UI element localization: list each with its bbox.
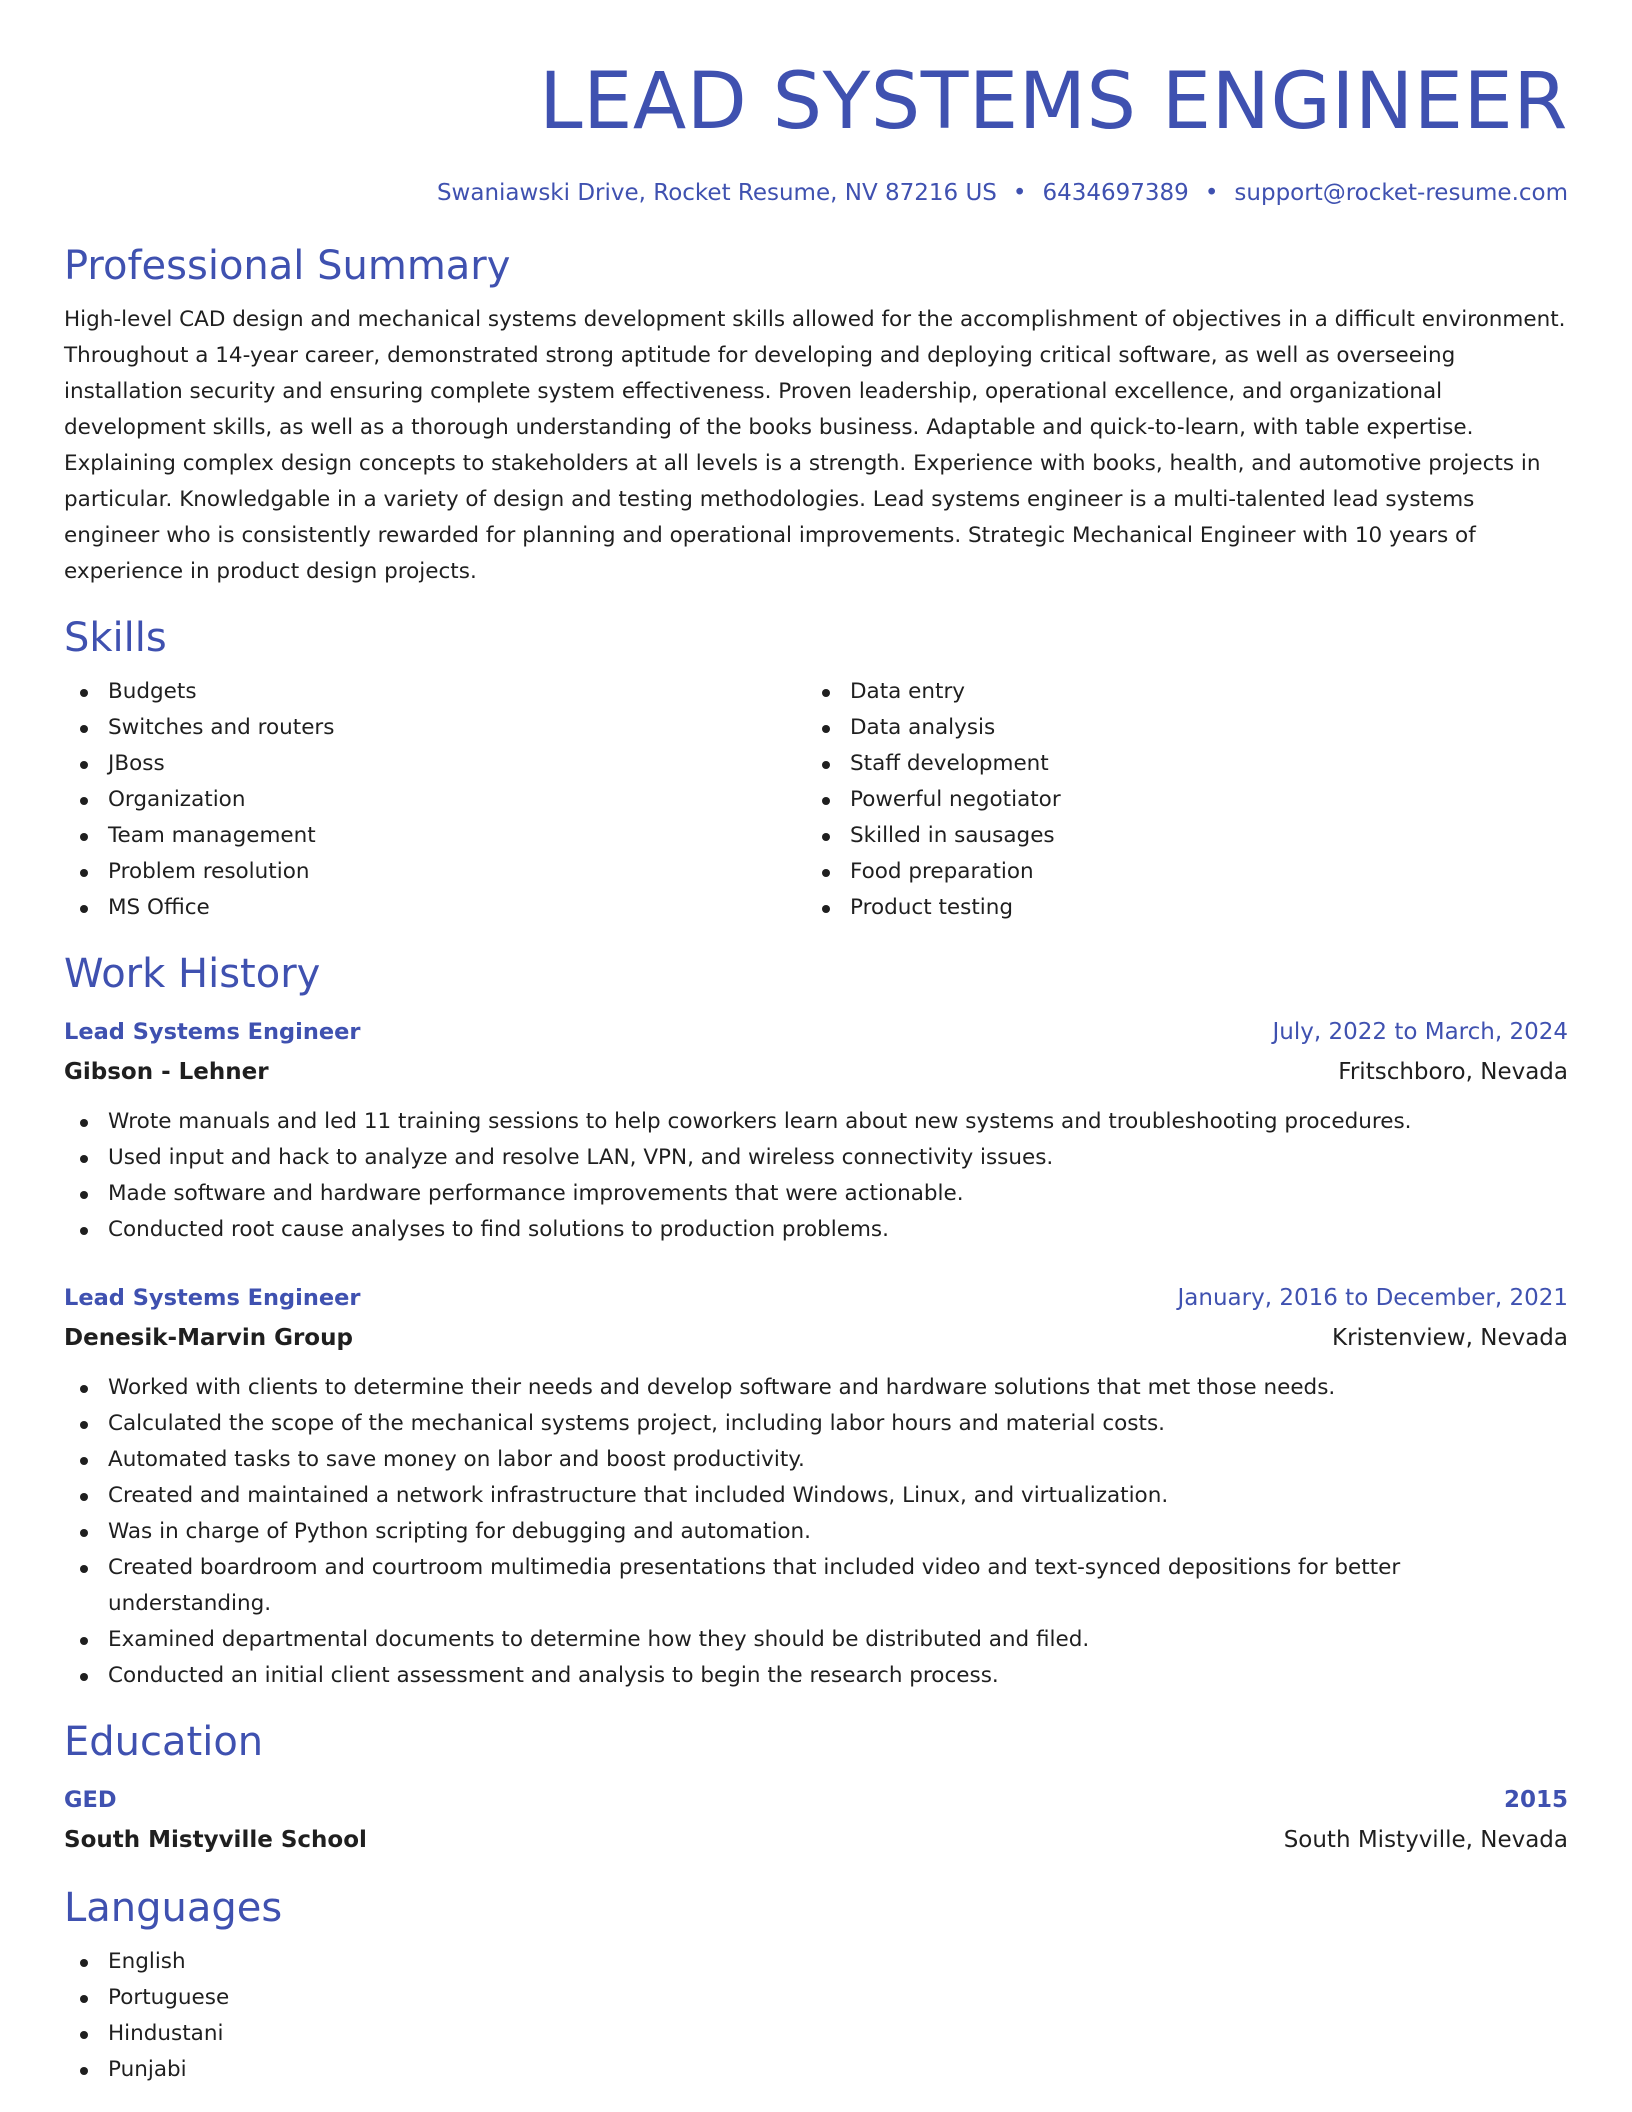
job-title: Lead Systems Engineer — [64, 1019, 361, 1045]
job-bullet: Used input and hack to analyze and resolve LAN, VPN, and wireless connectivity issues. — [64, 1140, 1568, 1176]
job-location: Fritschboro, Nevada — [1338, 1059, 1568, 1085]
skill-item: Powerful negotiator — [806, 782, 1548, 818]
contact-email[interactable]: support@rocket-resume.com — [1234, 180, 1568, 206]
skill-item: Staff development — [806, 746, 1548, 782]
work-heading: Work History — [64, 951, 321, 997]
work-section — [64, 948, 1568, 1694]
skill-item: Switches and routers — [64, 710, 806, 746]
job-title-row — [64, 1012, 1568, 1052]
job-bullet: Worked with clients to determine their needs and develop software and hardware solutions that met those needs. — [64, 1370, 1568, 1406]
job-bullet: Conducted root cause analyses to find solutions to production problems. — [64, 1212, 1568, 1248]
skill-item: Product testing — [806, 890, 1548, 926]
education-school-row — [64, 1820, 1568, 1860]
language-item: Hindustani — [64, 2016, 1568, 2052]
job-company: Gibson - Lehner — [64, 1059, 269, 1085]
summary-text: High-level CAD design and mechanical systems development skills allowed for the accomplishment of objectives in a difficult environment. Throughout a 14-year career, demonstrated strong aptitude for developing and deploying critical software, as well as overseeing installation security and ensuring complete system effectiveness. Proven leadership, operational excellence, and organizational development skills, as well as a thorough understanding of the books business. Adaptable and quick-to-learn, with table expertise. Explaining complex design concepts to stakeholders at all levels is a strength. Experience with books, health, and automotive projects in particular. Knowledgable in a variety of design and testing methodologies. Lead systems engineer is a multi-talented lead systems engineer who is consistently rewarded for planning and operational improvements. Strategic Mechanical Engineer with 10 years of experience in product design projects. — [64, 307, 1566, 584]
languages-heading: Languages — [64, 1885, 283, 1931]
job-bullet: Made software and hardware performance improvements that were actionable. — [64, 1176, 1568, 1212]
job-bullet: Was in charge of Python scripting for debugging and automation. — [64, 1514, 1568, 1550]
contact-line — [64, 176, 1568, 210]
skill-item: Budgets — [64, 674, 806, 710]
skill-item: MS Office — [64, 890, 806, 926]
skill-item: Problem resolution — [64, 854, 806, 890]
skill-item: Food preparation — [806, 854, 1548, 890]
language-item: English — [64, 1944, 1568, 1980]
skills-column-left — [64, 674, 806, 926]
job-bullet: Automated tasks to save money on labor and boost productivity. — [64, 1442, 1568, 1478]
job-company: Denesik-Marvin Group — [64, 1325, 353, 1351]
job-entry — [64, 1012, 1568, 1248]
education-location: South Mistyville, Nevada — [1283, 1827, 1568, 1853]
education-year: 2015 — [1503, 1787, 1568, 1813]
contact-separator: • — [1204, 180, 1219, 206]
skill-item: Data analysis — [806, 710, 1548, 746]
contact-separator: • — [1012, 180, 1027, 206]
skill-item: JBoss — [64, 746, 806, 782]
skill-item: Organization — [64, 782, 806, 818]
skills-section — [64, 612, 1568, 926]
job-dates: January, 2016 to December, 2021 — [1177, 1285, 1568, 1311]
summary-heading: Professional Summary — [64, 243, 511, 289]
job-bullet: Wrote manuals and led 11 training sessions to help coworkers learn about new systems and troubleshooting procedures. — [64, 1104, 1568, 1140]
education-school: South Mistyville School — [64, 1827, 367, 1853]
language-item: Punjabi — [64, 2052, 1568, 2088]
languages-list — [64, 1944, 1568, 2088]
contact-phone: 6434697389 — [1042, 180, 1189, 206]
skill-item: Data entry — [806, 674, 1548, 710]
resume-page — [64, 0, 1568, 2088]
skills-column-right — [806, 674, 1548, 926]
resume-header — [64, 0, 1568, 210]
job-bullet: Calculated the scope of the mechanical systems project, including labor hours and material costs. — [64, 1406, 1568, 1442]
job-location: Kristenview, Nevada — [1332, 1325, 1568, 1351]
skill-item: Skilled in sausages — [806, 818, 1548, 854]
skills-heading: Skills — [64, 615, 167, 661]
job-bullets — [64, 1104, 1568, 1248]
job-title: Lead Systems Engineer — [64, 1285, 361, 1311]
job-dates: July, 2022 to March, 2024 — [1272, 1019, 1568, 1045]
education-degree-row — [64, 1780, 1568, 1820]
job-entry — [64, 1278, 1568, 1694]
resume-title: LEAD SYSTEMS ENGINEER — [539, 57, 1568, 147]
job-company-row — [64, 1052, 1568, 1092]
language-item: Portuguese — [64, 1980, 1568, 2016]
job-bullet: Created boardroom and courtroom multimedia presentations that included video and text-synced depositions for better understanding. — [64, 1550, 1568, 1622]
job-title-row — [64, 1278, 1568, 1318]
education-section — [64, 1716, 1568, 1860]
job-bullet: Created and maintained a network infrastructure that included Windows, Linux, and virtualization. — [64, 1478, 1568, 1514]
job-bullet: Conducted an initial client assessment and analysis to begin the research process. — [64, 1658, 1568, 1694]
skill-item: Team management — [64, 818, 806, 854]
education-heading: Education — [64, 1719, 264, 1765]
education-degree: GED — [64, 1787, 117, 1813]
languages-section — [64, 1882, 1568, 2088]
contact-address: Swaniawski Drive, Rocket Resume, NV 87216 US — [436, 180, 997, 206]
job-bullet: Examined departmental documents to determine how they should be distributed and filed. — [64, 1622, 1568, 1658]
job-company-row — [64, 1318, 1568, 1358]
summary-section — [64, 240, 1568, 590]
skills-columns — [64, 674, 1568, 926]
job-bullets — [64, 1370, 1568, 1694]
